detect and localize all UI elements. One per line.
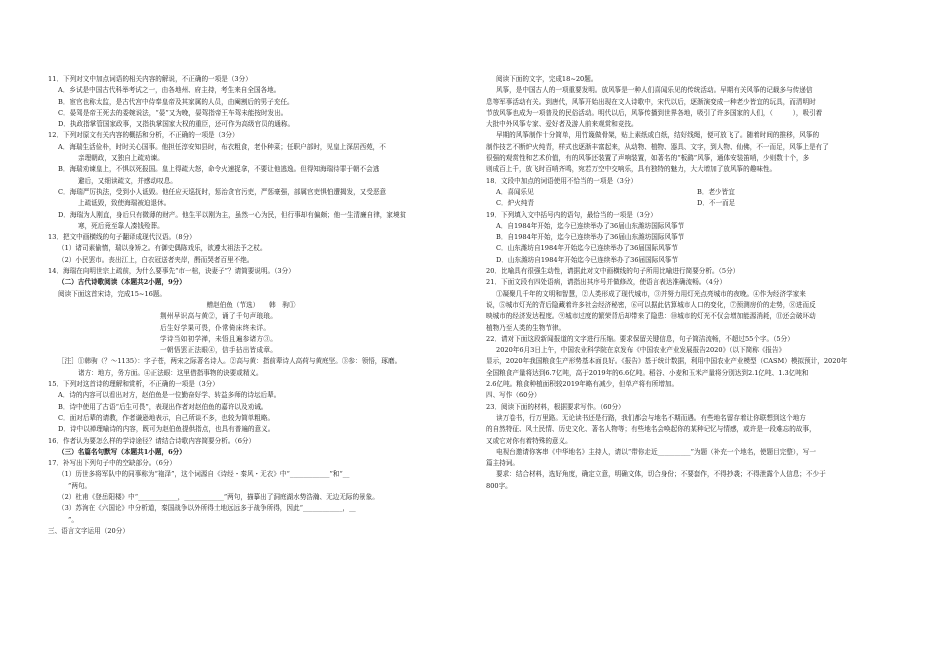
left-text-line: （三）名篇名句默写（本题共1小题，6分） (58, 447, 186, 456)
right-text-line: 22．请对下面这段新闻报道的文字进行压缩。要求保留关键信息，句子简洁流畅，不超过55个字。（5分） (486, 334, 794, 343)
right-column (486, 74, 898, 492)
left-text-line: （3）苏洵在《六国论》中分析道，秦国战争以外所得土地远远多于战争所得，因此“____________，__ (58, 504, 356, 513)
right-text-line: 19．下列填入文中括号内的语句，最恰当的一项是（3分） (486, 210, 657, 219)
right-text-line: 篇主持词。 (486, 459, 519, 468)
right-text-line: 2.6亿吨。粮食种植面积较2019年略有减少，但单产将有所增加。 (486, 380, 679, 389)
right-text-line: 大批中外风筝专家、爱好者及游人前来观赏和竞技。 (486, 120, 638, 129)
right-text-line: 显示，2020年我国粮食生产形势基本面良好。《报告》基于统计数据，利用中国农业产业模型（CASM）模拟预计，2020年 (486, 357, 848, 366)
left-text-line: D．执政指掌管国家政事，又指执掌国家大权的重臣，还可作为高级官员的通称。 (58, 120, 295, 129)
option-text: B．老少皆宜 (697, 187, 735, 196)
left-text-line: 阅读下面这首宋诗，完成15~16题。 (58, 289, 167, 298)
left-text-line: 寒，死后竟至靠人凑钱殓葬。 (78, 221, 164, 230)
left-text-line: 亲理朝政，又独自上疏劝谏。 (78, 154, 164, 163)
left-text-line: D．海瑞为人刚直，身后只有微薄的财产。他生平以刚为主，虽然一心为民，但行事却有偏颇；他一生清廉自律，家境贫 (58, 210, 407, 219)
right-text-line: 说，⑤城市灯光的背后隐藏着许多社会经济秘密，⑥可以据此估算城市人口的变化，⑦预测房价的走势，⑧进而反 (486, 300, 816, 309)
left-text-line: C．海瑞严厉执法，受到小人诋毁。他任应天巡抚时，惩治贪官污吏，严惩豪强，部属官吏惧怕遭揭发，又受恶意 (58, 187, 387, 196)
left-text-line: 避后，又细读疏文，并感动叹息。 (78, 176, 177, 185)
right-text-line: D．山东潍坊自1984年开始迄今已连续举办了36届国际风筝节 (496, 255, 679, 264)
left-text-line: ”。 (68, 515, 78, 524)
left-text-line: 赠赵伯鱼（节选） 韩 驹① (206, 300, 296, 309)
left-text-line: （二）古代诗歌阅读（本题共2小题，9分） (58, 278, 186, 287)
right-text-line: 植物乃至人类的生物节律。 (486, 323, 566, 332)
right-text-line: 映城市的经济发达程度。⑨城市过度的繁荣背后却带来了隐患：⑩城市的灯光不仅会增加能源消耗，⑪还会破坏动 (486, 312, 816, 321)
right-text-line: 早期的风筝制作十分简单，用竹篾做骨架，贴上素纸或白纸，结好线绳，便可放飞了。随着时间的推移，风筝的 (496, 131, 820, 140)
left-text-line: ［注］①韩驹（？～1135）：字子苍，两宋之际著名诗人。②高与黄：指前辈诗人高荷与黄庭坚。③参：领悟，琢磨。 (58, 357, 402, 366)
left-text-line: C．晏驾是帝王死去的委婉说法，“晏”又为晚，晏驾指帝王车驾未能按时发出。 (58, 108, 288, 117)
right-text-line: ①凝聚几千年的文明和智慧，②人类形成了现代城市，③并努力用灯光点亮城市的夜晚。④作为经济学家来 (496, 289, 806, 298)
right-option-row (486, 187, 898, 198)
right-text-line: C．山东潍坊自1984年开始迄今已连续举办了36届国际风筝节 (496, 244, 678, 253)
left-text-line: B．宦官也称太监，是古代宫中侍奉皇帝及其家属的人员，由阉割后的男子充任。 (58, 97, 294, 106)
left-text-line: （2）小民罢市。丧出江上，白衣冠送者夹岸，酹而哭者百里不绝。 (58, 255, 254, 264)
right-text-line: 21．下面文段有四处语病，请指出其序号并做修改，使语言表达准确流畅。（4分） (486, 278, 727, 287)
right-text-line: 则成百上千，放飞时百哨齐鸣，宛若万空中交响乐，具有独特的魅力，大大增加了放风筝的趣味性。 (486, 165, 777, 174)
option-text: A．喜闻乐见 (496, 187, 534, 196)
right-text-line: 全国粮食产量将达到6.7亿吨，高于2019年的6.6亿吨。稻谷、小麦和玉米产量将分别达到2.1亿吨、1.3亿吨和 (486, 368, 809, 377)
right-text-line: 很强的观赏性和艺术价值，有的风筝还装置了声响装置，如著名的“板鹞”风筝，通体安装笛哨，少则数十个，多 (486, 154, 810, 163)
left-text-line: 12．下列对原文有关内容的概括和分析，不正确的一项是（3分） (48, 131, 239, 140)
left-text-line: D．诗中以禅理喻诗的内容，既可为赵伯鱼提供指点，也具有普遍的意义。 (58, 425, 275, 434)
left-text-line: B．诗中使用了古语“后生可畏”，表现出作者对赵伯鱼的嘉许以及劝诫。 (58, 402, 268, 411)
left-text-line: 上疏诋毁，致使海瑞被迫退休。 (78, 199, 171, 208)
left-text-line: （1）诸司素偷惰，瑞以身矫之。有御史偶陈戏乐，欲遵太祖法予之杖。 (58, 244, 267, 253)
left-text-line: 后生好学果可畏，仆常倚床终未详。 (160, 323, 271, 332)
option-text: C．炉火纯青 (496, 199, 535, 208)
left-text-line: 一朝悟罢正法眼④，信手拈出皆成章。 (160, 346, 278, 355)
left-text-line: C．面对后辈的请教，作者谦逊地表示，自己所谈不多，也较为简单粗略。 (58, 413, 275, 422)
left-column (48, 74, 454, 537)
right-option-row (486, 198, 898, 209)
right-text-line: 又或它对你有着特殊的意义。 (486, 436, 572, 445)
right-text-line: 800字。 (486, 481, 512, 490)
left-text-line: 17．补写出下列句子中的空缺部分。（6分） (48, 459, 176, 468)
left-text-line: （2）杜甫《登岳阳楼》中“____________，____________”两句，描摹出了洞庭湖水势浩瀚、无边无际的景象。 (58, 492, 379, 501)
left-text-line: A．诗的内容可以看出对方，赵伯鱼是一位勤奋好学、转益多师的诗坛后辈。 (58, 391, 281, 400)
right-text-line: 要求：结合材料，选好角度，确定立意，明确文体，切合身份；不要套作，不得抄袭；不得泄露个人信息；不少于 (496, 470, 826, 479)
right-text-line: 节放风筝也成为一项普及的民俗活动。明代以后，风筝传播到世界各地，吸引了许多国家的人们，（ ），吸引着 (486, 108, 823, 117)
left-text-line: （1）历世多将军队中的同事称为“袍泽”，这个词源自《诗经・秦风・无衣》中“____________”和“__ (58, 470, 350, 479)
left-text-line: 15．下列对这首诗的理解和赏析，不正确的一项是（3分） (48, 380, 219, 389)
left-text-line: 11．下列对文中加点词语的相关内容的解说，不正确的一项是（3分） (48, 75, 252, 83)
right-text-line: 四、写作（60分） (486, 391, 541, 400)
right-text-line: 2020年6月3日上午，中国农业科学院在京发布《中国农业产业发展报告2020》（以下简称《报告》 (496, 346, 786, 355)
right-text-line: A．自1984年开始，迄今已连续举办了36届山东潍坊国际风筝节 (496, 221, 685, 230)
left-text-line: 学诗当如初学禅，未悟且遍参诸方③。 (160, 334, 278, 343)
left-text-line: 诸方：地方，务方面。④正法眼：这里借指事物的诀要或精义。 (78, 368, 263, 377)
left-text-line: B．海瑞劝谏皇上，不惧以死报国。皇上得疏大怒，命令火速捉拿，不要让他逃逸。但得知海瑞待罪于朝不会逃 (58, 165, 380, 174)
right-text-line: 制作技艺不断炉火纯青，样式也逐渐丰富起来，从动物、植物、器具、文字，到人物、仙佛，不一而足，风筝上是有了 (486, 142, 829, 151)
option-text: D．不一而足 (697, 199, 736, 208)
right-text-line: 18．文段中加点的词语使用不恰当的一项是（3分） (486, 176, 638, 185)
left-text-line: 16．作者认为要怎么样的学诗途径？请结合诗歌内容简要分析。（6分） (48, 436, 256, 445)
left-text-line: 13．把文中画横线的句子翻译成现代汉语。（8分） (48, 233, 196, 242)
right-text-line: B．自1984年开始，迄今已连续举办了36届山东潍坊国际风筝节 (496, 233, 685, 242)
right-text-line: 读万卷书，行万里路。无论读书还是行路，我们都会与地名不期而遇。有些地名留存着让你联想到这个地方 (496, 413, 806, 422)
right-text-line: 阅读下面的文字，完成18~20题。 (496, 75, 598, 83)
left-text-line: 荆州早识高与黄②，诵了千句声琅琅。 (160, 312, 278, 321)
right-text-line: 电视台邀请你客串《中华地名》主持人，请以“带你走近__________”为题（补充一个地名，使题目完整），写一 (496, 447, 816, 456)
left-text-line: 三、语言文字运用（20分） (48, 526, 129, 535)
right-text-line: 风筝，是中国古人的一项重要发明。放风筝是一种人们喜闻乐见的传统活动。早期有关风筝的记载多与传递信 (496, 86, 813, 95)
right-text-line: 息等军事活动有关。到唐代，风筝开始出现在文人诗歌中，宋代以后，逐渐演变成一种老少皆宜的玩具，而清明时 (486, 97, 816, 106)
left-text-line: A．海瑞生活俭朴，时时关心国事。他担任淳安知县时，布衣粗食，老仆种菜；任职户部时，见皇上深居西苑，不 (58, 142, 386, 151)
right-text-line: 的自然特征、风土民情、历史文化、著名人物等；有些地名会唤起你的某种记忆与情感，或许是一段难忘的故事， (486, 425, 816, 434)
left-text-line: A．乡试是中国古代科举考试之一，由各地州、府主持，考生来自全国各地。 (58, 86, 281, 95)
right-text-line: 20．比喻具有很强生动性，请据此对文中画横线的句子所用比喻进行简要分析。（5分） (486, 267, 740, 276)
right-text-line: 23．阅读下面的材料，根据要求写作。（60分） (486, 402, 625, 411)
left-text-line: 14．海瑞在向明世宗上疏前，为什么要事先“市一棺，诀妻子”？请简要说明。（3分） (48, 267, 295, 276)
left-text-line: ”两句。 (68, 481, 92, 490)
